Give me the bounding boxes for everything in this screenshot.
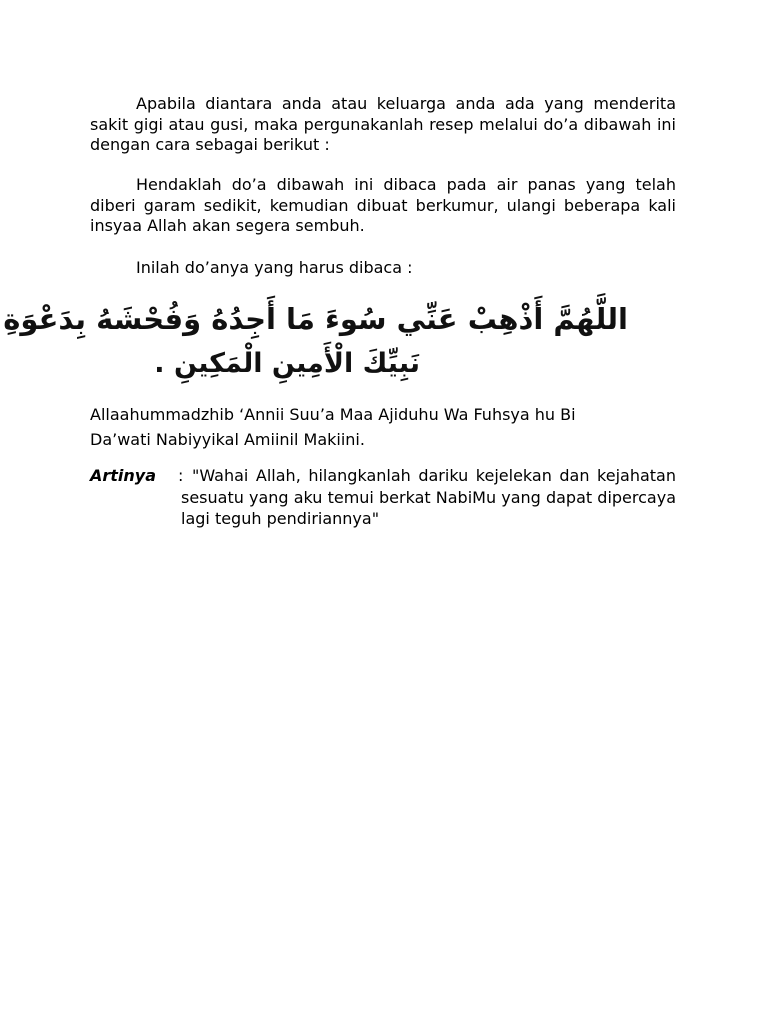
- meaning-text: "Wahai Allah, hilangkanlah dariku kejelekan dan kejahatan sesuatu yang aku temui berkat NabiMu yang dapat dipercaya lagi teguh pendiriannya": [181, 466, 676, 528]
- meaning-label: Artinya: [90, 466, 157, 485]
- arabic-prayer-image: [3, 300, 632, 392]
- arabic-prayer-line-2: نَبِيِّكَ الْأَمِينِ الْمَكِينِ .: [154, 348, 420, 379]
- prayer-intro-paragraph: Inilah do’anya yang harus dibaca :: [136, 258, 413, 277]
- arabic-prayer-line-1: اللَّهُمَّ أَذْهِبْ عَنِّي سُوءَ مَا أَجِدُهُ وَفُحْشَهُ بِدَعْوَةِ: [3, 302, 628, 336]
- meaning-separator: :: [178, 466, 184, 485]
- instruction-paragraph: Hendaklah do’a dibawah ini dibaca pada air panas yang telah diberi garam sedikit, kemudian dibuat berkumur, ulangi beberapa kali insyaa Allah akan segera sembuh.: [90, 175, 676, 235]
- transliteration-line-2: Da’wati Nabiyyikal Amiinil Makiini.: [90, 430, 365, 449]
- intro-paragraph: Apabila diantara anda atau keluarga anda ada yang menderita sakit gigi atau gusi, maka pergunakanlah resep melalui do’a dibawah ini dengan cara sebagai berikut :: [90, 94, 676, 154]
- transliteration-line-1: Allaahummadzhib ‘Annii Suu’a Maa Ajiduhu Wa Fuhsya hu Bi: [90, 405, 576, 424]
